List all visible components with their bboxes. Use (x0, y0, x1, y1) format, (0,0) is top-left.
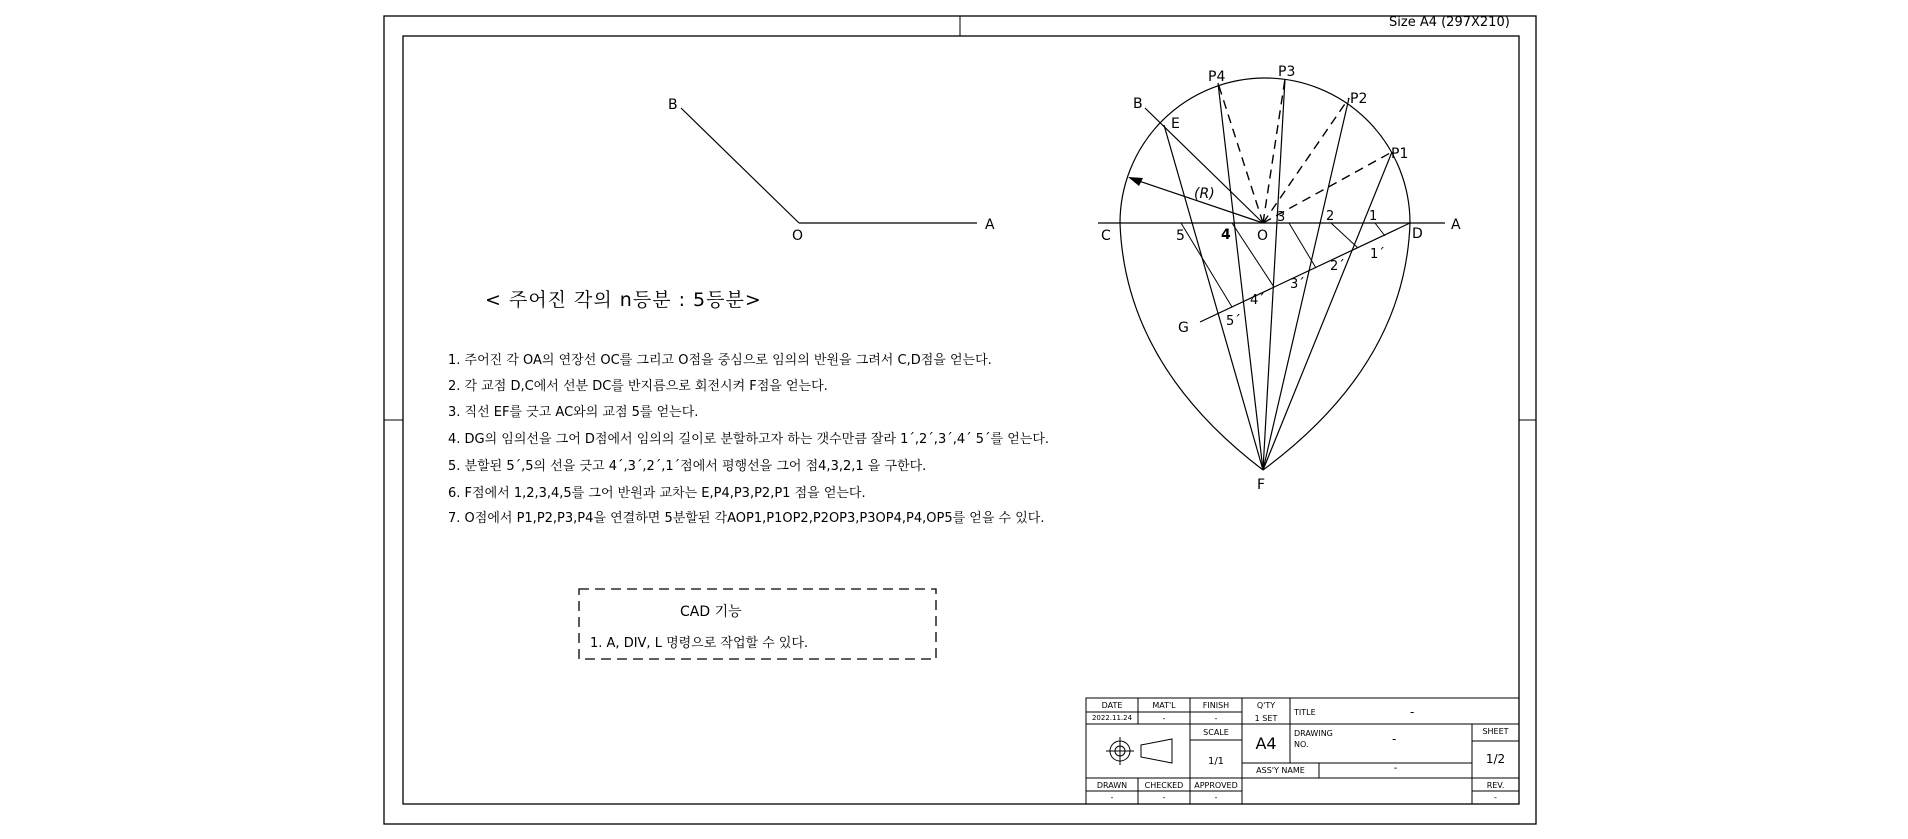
label-P1: P1 (1391, 146, 1409, 162)
label-B: B (668, 97, 678, 113)
line-F-P1 (1263, 152, 1392, 470)
tb-drawing-no-value: - (1392, 732, 1397, 746)
tb-drawn-label: DRAWN (1096, 781, 1128, 790)
label-A: A (1451, 217, 1461, 233)
step-6: 6. F점에서 1,2,3,4,5를 그어 반원과 교차는 E,P4,P3,P2,P1 점을 얻는다. (448, 486, 866, 501)
tb-finish-label: FINISH (1202, 701, 1230, 710)
label-B: B (1133, 96, 1143, 112)
tb-qty-value: 1 SET (1254, 714, 1278, 723)
ray-OB (681, 108, 799, 223)
cad-box-item: 1. A, DIV, L 명령으로 작업할 수 있다. (590, 636, 809, 651)
outer-frame (384, 16, 1536, 824)
dash-O-P3 (1263, 79, 1285, 223)
label-5: 5 (1176, 228, 1185, 244)
tb-rev-label: REV. (1486, 781, 1505, 790)
tb-assy-label: ASS'Y NAME (1256, 766, 1305, 775)
tb-drawn-value: - (1110, 793, 1114, 802)
tb-sheet-size: A4 (1255, 734, 1277, 753)
label-E: E (1171, 116, 1180, 132)
step-1: 1. 주어진 각 OA의 연장선 OC를 그리고 O점을 중심으로 임의의 반원을 그려서 C,D점을 얻는다. (448, 353, 992, 368)
tb-approved-label: APPROVED (1194, 781, 1238, 790)
label-1prime: 1´ (1370, 247, 1385, 262)
given-angle-diagram (668, 97, 995, 244)
construction-diagram (1098, 64, 1461, 493)
line-3p-3 (1289, 223, 1316, 268)
label-1: 1 (1369, 209, 1378, 224)
line-OB (1145, 108, 1263, 223)
cad-box-title: CAD 기능 (680, 604, 742, 620)
sheet-size-label: Size A4 (297X210) (1389, 15, 1510, 30)
tb-assy-value: - (1393, 763, 1398, 774)
tb-date-value: 2022.11.24 (1091, 714, 1133, 722)
label-2: 2 (1326, 209, 1335, 224)
line-1p-1 (1375, 223, 1385, 236)
tb-title-value: - (1410, 705, 1415, 719)
step-2: 2. 각 교점 D,C에서 선분 DC를 반지름으로 회전시켜 F점을 얻는다. (448, 379, 828, 394)
label-5prime: 5´ (1226, 314, 1241, 329)
tb-drawing-no-label: DRAWING NO. (1294, 729, 1333, 749)
step-3: 3. 직선 EF를 긋고 AC와의 교점 5를 얻는다. (448, 405, 699, 420)
radius-arrowhead (1128, 177, 1143, 186)
label-D: D (1412, 226, 1423, 242)
label-P2: P2 (1350, 91, 1368, 107)
construction-heading: < 주어진 각의 n등분 : 5등분> (485, 289, 762, 311)
line-F-P2 (1263, 98, 1349, 470)
tb-checked-value: - (1162, 793, 1166, 802)
label-P3: P3 (1278, 64, 1296, 80)
tb-matl-label: MAT'L (1152, 701, 1176, 710)
tb-rev-value: - (1494, 793, 1497, 802)
line-2p-2 (1331, 223, 1358, 248)
label-R: (R) (1194, 186, 1215, 202)
label-F: F (1257, 477, 1266, 493)
label-P4: P4 (1208, 69, 1226, 85)
inner-border (403, 36, 1519, 804)
tb-scale-value: 1/1 (1207, 756, 1225, 767)
tb-sheet-value: 1/2 (1485, 752, 1506, 766)
line-GD (1200, 223, 1410, 322)
arc-C-to-F (1120, 223, 1263, 470)
tb-matl-value: - (1162, 714, 1166, 723)
tb-scale-label: SCALE (1203, 728, 1229, 737)
line-F-P4 (1218, 83, 1263, 470)
tb-checked-label: CHECKED (1144, 781, 1184, 790)
dash-O-P2 (1263, 98, 1349, 223)
label-O: O (1257, 228, 1269, 244)
tb-finish-value: - (1214, 714, 1218, 723)
dash-O-P4 (1218, 83, 1263, 223)
label-G: G (1178, 320, 1189, 336)
label-3prime: 3´ (1290, 277, 1305, 292)
label-4: 4 (1221, 227, 1231, 243)
label-O: O (792, 228, 804, 244)
label-3: 3 (1277, 210, 1286, 225)
tb-date-label: DATE (1101, 701, 1123, 710)
label-C: C (1101, 228, 1111, 244)
label-2prime: 2´ (1330, 259, 1345, 274)
step-5: 5. 분할된 5´,5의 선을 긋고 4´,3´,2´,1´점에서 평행선을 그어 점4,3,2,1 을 구한다. (448, 459, 927, 474)
tb-qty-label: Q'TY (1256, 701, 1276, 710)
label-A: A (985, 217, 995, 233)
step-7: 7. O점에서 P1,P2,P3,P4을 연결하면 5분할된 각AOP1,P1OP2,P2OP3,P3OP4,P4,OP5를 얻을 수 있다. (448, 511, 1045, 526)
step-4: 4. DG의 임의선을 그어 D점에서 임의의 길이로 분할하고자 하는 갯수만큼 잘라 1´,2´,3´,4´ 5´를 얻는다. (448, 432, 1050, 447)
label-4prime: 4´ (1250, 293, 1265, 308)
projection-symbol-icon (1106, 737, 1172, 765)
tb-sheet-label: SHEET (1482, 727, 1509, 736)
tb-approved-value: - (1214, 793, 1218, 802)
tb-title-label: TITLE (1294, 708, 1316, 717)
